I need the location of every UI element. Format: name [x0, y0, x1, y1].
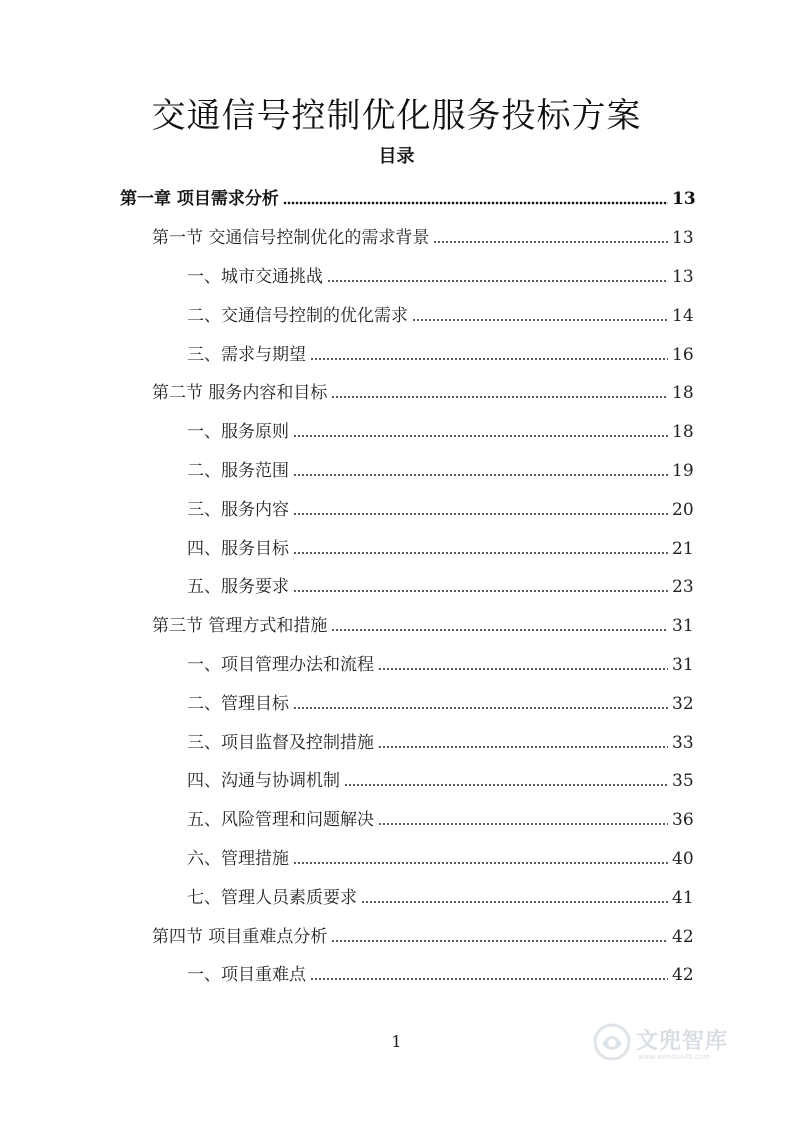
toc-page-number-cell: [672, 420, 793, 444]
toc-entry-label: 二、交通信号控制的优化需求: [187, 305, 408, 326]
toc-page-number: 18: [672, 422, 694, 443]
toc-page-number: 20: [672, 499, 694, 520]
toc-entry-label: 七、管理人员素质要求: [187, 887, 357, 908]
toc-page-number-cell: [672, 498, 793, 522]
toc-leader-dots: [378, 822, 668, 826]
toc-leader-dots: [293, 706, 668, 710]
toc-entry[interactable]: [0, 219, 793, 258]
toc-entry[interactable]: [0, 607, 793, 646]
toc-leader-dots: [344, 783, 668, 787]
toc-entry[interactable]: [0, 374, 793, 413]
toc-entry-label: 四、沟通与协调机制: [187, 771, 340, 792]
toc-entry-label: 第四节 项目重难点分析: [152, 926, 328, 947]
toc-page-number: 36: [672, 810, 694, 831]
toc-leader-dots: [412, 318, 668, 322]
toc-entry[interactable]: [0, 452, 793, 491]
toc-entry-label: 一、项目管理办法和流程: [187, 654, 374, 675]
toc-page-number: 23: [672, 577, 694, 598]
toc-entry[interactable]: [0, 529, 793, 568]
toc-page-number: 13: [672, 189, 696, 210]
page-number: 1: [391, 1032, 402, 1051]
toc-page-number: 14: [672, 305, 694, 326]
toc-entry[interactable]: [0, 762, 793, 801]
toc-page-number: 40: [672, 848, 694, 869]
toc-entry-label: 一、项目重难点: [187, 965, 306, 986]
toc-heading: 目录: [378, 146, 415, 167]
toc-page-number-cell: [672, 731, 793, 755]
toc-entry-label: 五、服务要求: [187, 577, 289, 598]
watermark-url: www.wenduolib.com: [638, 1053, 710, 1061]
toc-leader-dots: [283, 201, 668, 205]
toc-entry[interactable]: [0, 840, 793, 879]
toc-page-number: 31: [672, 616, 694, 637]
toc-leader-dots: [293, 473, 668, 477]
toc-leader-dots: [293, 861, 668, 865]
toc-leader-dots: [293, 589, 668, 593]
toc-entry[interactable]: [0, 413, 793, 452]
toc-entry[interactable]: [0, 568, 793, 607]
wendu-logo-icon: [592, 1022, 632, 1062]
toc-page-number-cell: [672, 265, 793, 289]
toc-leader-dots: [310, 977, 668, 981]
toc-leader-dots: [310, 357, 668, 361]
watermark: [592, 1020, 752, 1070]
toc-entry-label: 五、风险管理和问题解决: [187, 810, 374, 831]
toc-page-number-cell: [672, 808, 793, 832]
toc-page-number: 35: [672, 771, 694, 792]
toc-page-number: 42: [672, 965, 694, 986]
toc-page-number-cell: [672, 187, 793, 211]
toc-entry[interactable]: [0, 296, 793, 335]
document-title: 交通信号控制优化服务投标方案: [151, 96, 642, 136]
toc-page-number-cell: [672, 847, 793, 871]
toc-leader-dots: [293, 551, 668, 555]
toc-page-number-cell: [672, 769, 793, 793]
toc-leader-dots: [331, 395, 668, 399]
toc-entry[interactable]: [0, 180, 793, 219]
toc-page-number-cell: [672, 226, 793, 250]
toc-leader-dots: [378, 667, 668, 671]
toc-page-number-cell: [672, 886, 793, 910]
toc-page-number-cell: [672, 343, 793, 367]
toc-page-number: 16: [672, 344, 694, 365]
toc-page-number-cell: [672, 537, 793, 561]
toc-page-number-cell: [672, 963, 793, 987]
toc-entry-label: 第二节 服务内容和目标: [152, 383, 328, 404]
watermark-text: 文兜智库: [636, 1029, 729, 1054]
toc-page-number: 42: [672, 926, 694, 947]
toc-entry[interactable]: [0, 258, 793, 297]
toc-entry[interactable]: [0, 490, 793, 529]
toc-entry[interactable]: [0, 878, 793, 917]
toc-page-number: 32: [672, 693, 694, 714]
toc-leader-dots: [327, 279, 668, 283]
toc-entry[interactable]: [0, 801, 793, 840]
toc-entry-label: 二、管理目标: [187, 693, 289, 714]
toc-entry-label: 三、服务内容: [187, 499, 289, 520]
toc-entry[interactable]: [0, 646, 793, 685]
toc-entry[interactable]: [0, 684, 793, 723]
toc-page-number: 33: [672, 732, 694, 753]
toc-leader-dots: [293, 512, 668, 516]
toc-leader-dots: [361, 900, 668, 904]
toc-page-number: 18: [672, 383, 694, 404]
toc-page-number-cell: [672, 653, 793, 677]
toc-leader-dots: [293, 434, 668, 438]
toc-entry-label: 三、项目监督及控制措施: [187, 732, 374, 753]
toc-page-number-cell: [672, 304, 793, 328]
toc-leader-dots: [331, 628, 668, 632]
toc-entry-label: 一、服务原则: [187, 422, 289, 443]
toc-entry[interactable]: [0, 723, 793, 762]
toc-entry[interactable]: [0, 335, 793, 374]
toc-entry[interactable]: [0, 956, 793, 995]
toc-page-number: 19: [672, 460, 694, 481]
toc-page-number-cell: [672, 692, 793, 716]
toc-entry-label: 三、需求与期望: [187, 344, 306, 365]
toc-entry-label: 第一章 项目需求分析: [120, 189, 279, 210]
toc-entry-label: 第一节 交通信号控制优化的需求背景: [152, 228, 430, 249]
toc-page-number-cell: [672, 575, 793, 599]
toc-entry-label: 四、服务目标: [187, 538, 289, 559]
toc-page-number: 13: [672, 266, 694, 287]
toc-leader-dots: [378, 745, 668, 749]
toc-page-number: 21: [672, 538, 694, 559]
toc-page-number-cell: [672, 614, 793, 638]
toc-leader-dots: [331, 939, 668, 943]
toc-entry-label: 六、管理措施: [187, 848, 289, 869]
toc-entry-label: 第三节 管理方式和措施: [152, 616, 328, 637]
toc-page-number: 41: [672, 887, 694, 908]
toc-entry[interactable]: [0, 917, 793, 956]
toc-page-number-cell: [672, 459, 793, 483]
toc-page-number: 31: [672, 654, 694, 675]
toc-entry-label: 一、城市交通挑战: [187, 266, 323, 287]
toc-leader-dots: [433, 240, 668, 244]
table-of-contents: [0, 180, 793, 995]
toc-page-number-cell: [672, 381, 793, 405]
toc-entry-label: 二、服务范围: [187, 460, 289, 481]
toc-page-number-cell: [672, 925, 793, 949]
toc-page-number: 13: [672, 228, 694, 249]
